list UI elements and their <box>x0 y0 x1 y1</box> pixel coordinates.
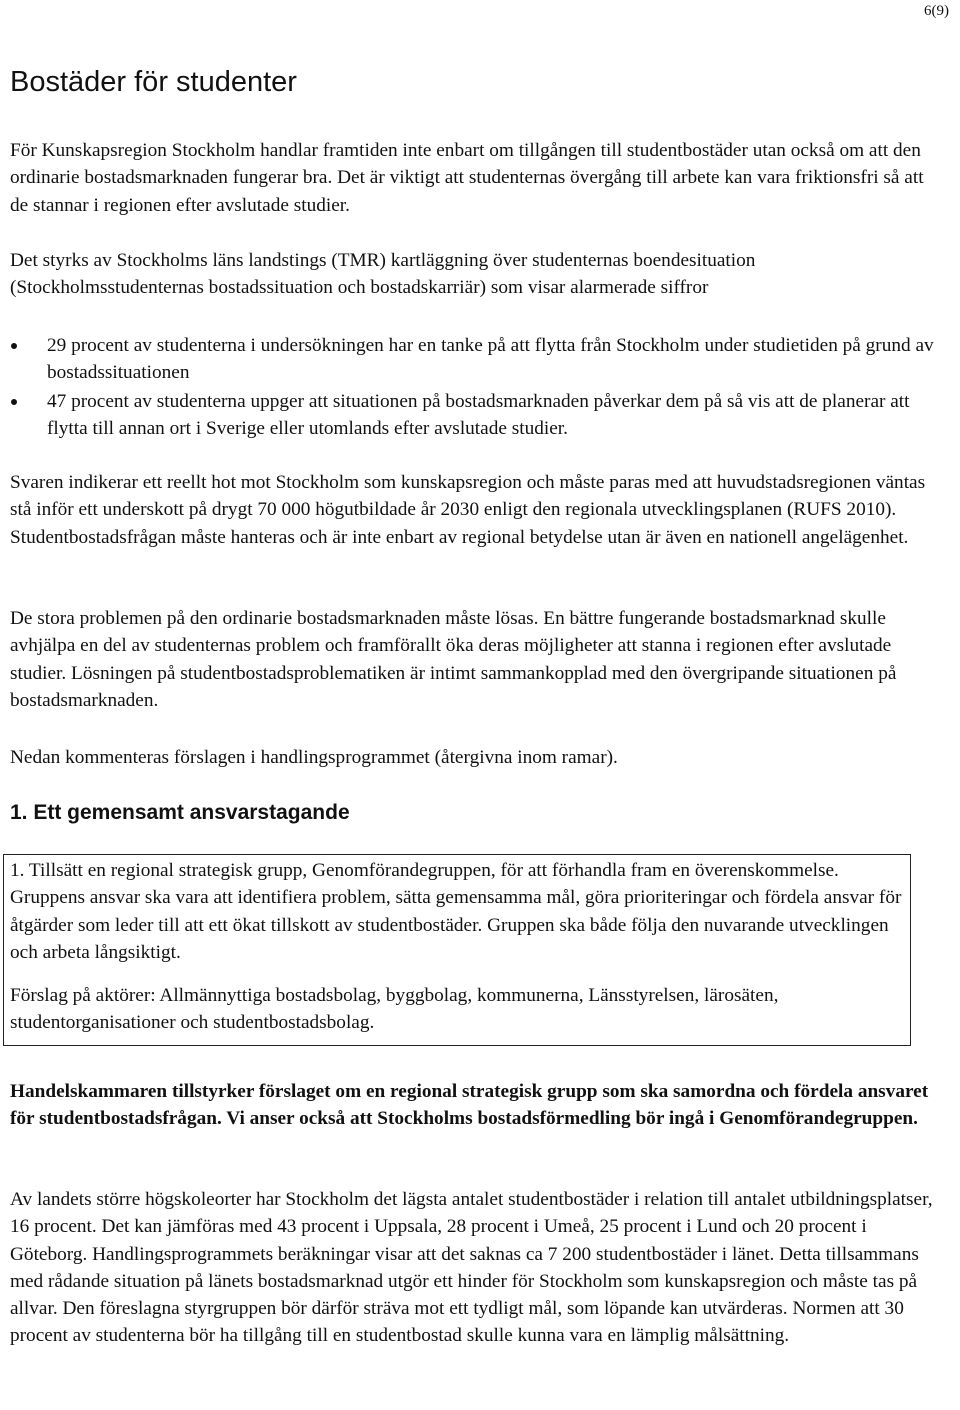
actors-text: Förslag på aktörer: Allmännyttiga bostadsbolag, byggbolag, kommunerna, Länsstyrelsen, lärosäten, studentorganisationer och studentbostadsbolag. <box>10 985 779 1034</box>
comment-paragraph: Nedan kommenteras förslagen i handlingsprogrammet (återgivna inom ramar). <box>10 747 618 768</box>
proposal-text: 1. Tillsätt en regional strategisk grupp, Genomförandegruppen, för att förhandla fram en överenskommelse. Gruppens ansvar ska vara att identifiera problem, sätta gemensamma mål, göra prioriteringar och fördela ansvar för åtgärder som leder till att ett ökat tillskott av studentbostäder. Gruppen ska både följa den nuvarande utvecklingen och arbeta långsiktigt. <box>10 860 902 963</box>
list-item-text: 47 procent av studenterna uppger att situationen på bostadsmarknaden påverkar dem på så vis att de planerar att flytta till annan ort i Sverige eller utomlands efter avslutade studier. <box>47 390 910 439</box>
survey-results-list <box>10 332 945 443</box>
threat-paragraph: Svaren indikerar ett reellt hot mot Stockholm som kunskapsregion och måste paras med att huvudstadsregionen väntas stå inför ett underskott på drygt 70 000 högutbildade år 2030 enligt den regionala utvecklingsplanen (RUFS 2010). Studentbostadsfrågan måste hanteras och är inte enbart av regional betydelse utan är även en nationell angelägenhet. <box>10 472 926 548</box>
bullet-icon <box>11 399 17 405</box>
proposal-box <box>3 854 911 1046</box>
intro-paragraph: För Kunskapsregion Stockholm handlar framtiden inte enbart om tillgången till studentbostäder utan också om att den ordinarie bostadsmarknaden fungerar bra. Det är viktigt att studenternas övergång till arbete kan vara friktionsfri så att de stannar i regionen efter avslutade studier. <box>10 140 924 216</box>
bullet-icon <box>11 343 17 349</box>
survey-paragraph: Det styrks av Stockholms läns landstings (TMR) kartläggning över studenternas boendesituation (Stockholmsstudenternas bostadssituation och bostadskarriär) som visar alarmerade siffror <box>10 250 756 299</box>
page-title: Bostäder för studenter <box>10 66 297 98</box>
list-item-text: 29 procent av studenterna i undersökningen har en tanke på att flytta från Stockholm under studietiden på grund av bostadssituationen <box>47 335 934 384</box>
statistics-paragraph: Av landets större högskoleorter har Stockholm det lägsta antalet studentbostäder i relation till antalet utbildningsplatser, 16 procent. Det kan jämföras med 43 procent i Uppsala, 28 procent i Umeå, 25 procent i Lund och 20 procent i Göteborg. Handlingsprogrammets beräkningar visar att det saknas ca 7 200 studentbostäder i länet. Detta tillsammans med rådande situation på länets bostadsmarknad utgör ett hinder för Stockholm som kunskapsregion och måste tas på allvar. Den föreslagna styrgruppen bör därför sträva mot ett tydligt mål, som löpande kan utvärderas. Normen att 30 procent av studenterna bör ha tillgång till en studentbostad skulle kunna vara en lämplig målsättning. <box>10 1189 933 1347</box>
chamber-statement: Handelskammaren tillstyrker förslaget om en regional strategisk grupp som ska samordna och fördela ansvaret för studentbostadsfrågan. Vi anser också att Stockholms bostadsförmedling bör ingå i Genomförandegruppen. <box>10 1081 929 1130</box>
list-item <box>10 388 945 443</box>
page-number: 6(9) <box>924 3 949 19</box>
problems-paragraph: De stora problemen på den ordinarie bostadsmarknaden måste lösas. En bättre fungerande bostadsmarknad skulle avhjälpa en del av studenternas problem och framförallt öka deras möjligheter att stanna i regionen efter avslutade studier. Lösningen på studentbostadsproblematiken är intimt sammankopplad med den övergripande situationen på bostadsmarknaden. <box>10 608 897 711</box>
section-heading: 1. Ett gemensamt ansvarstagande <box>10 801 350 824</box>
list-item <box>10 332 945 387</box>
